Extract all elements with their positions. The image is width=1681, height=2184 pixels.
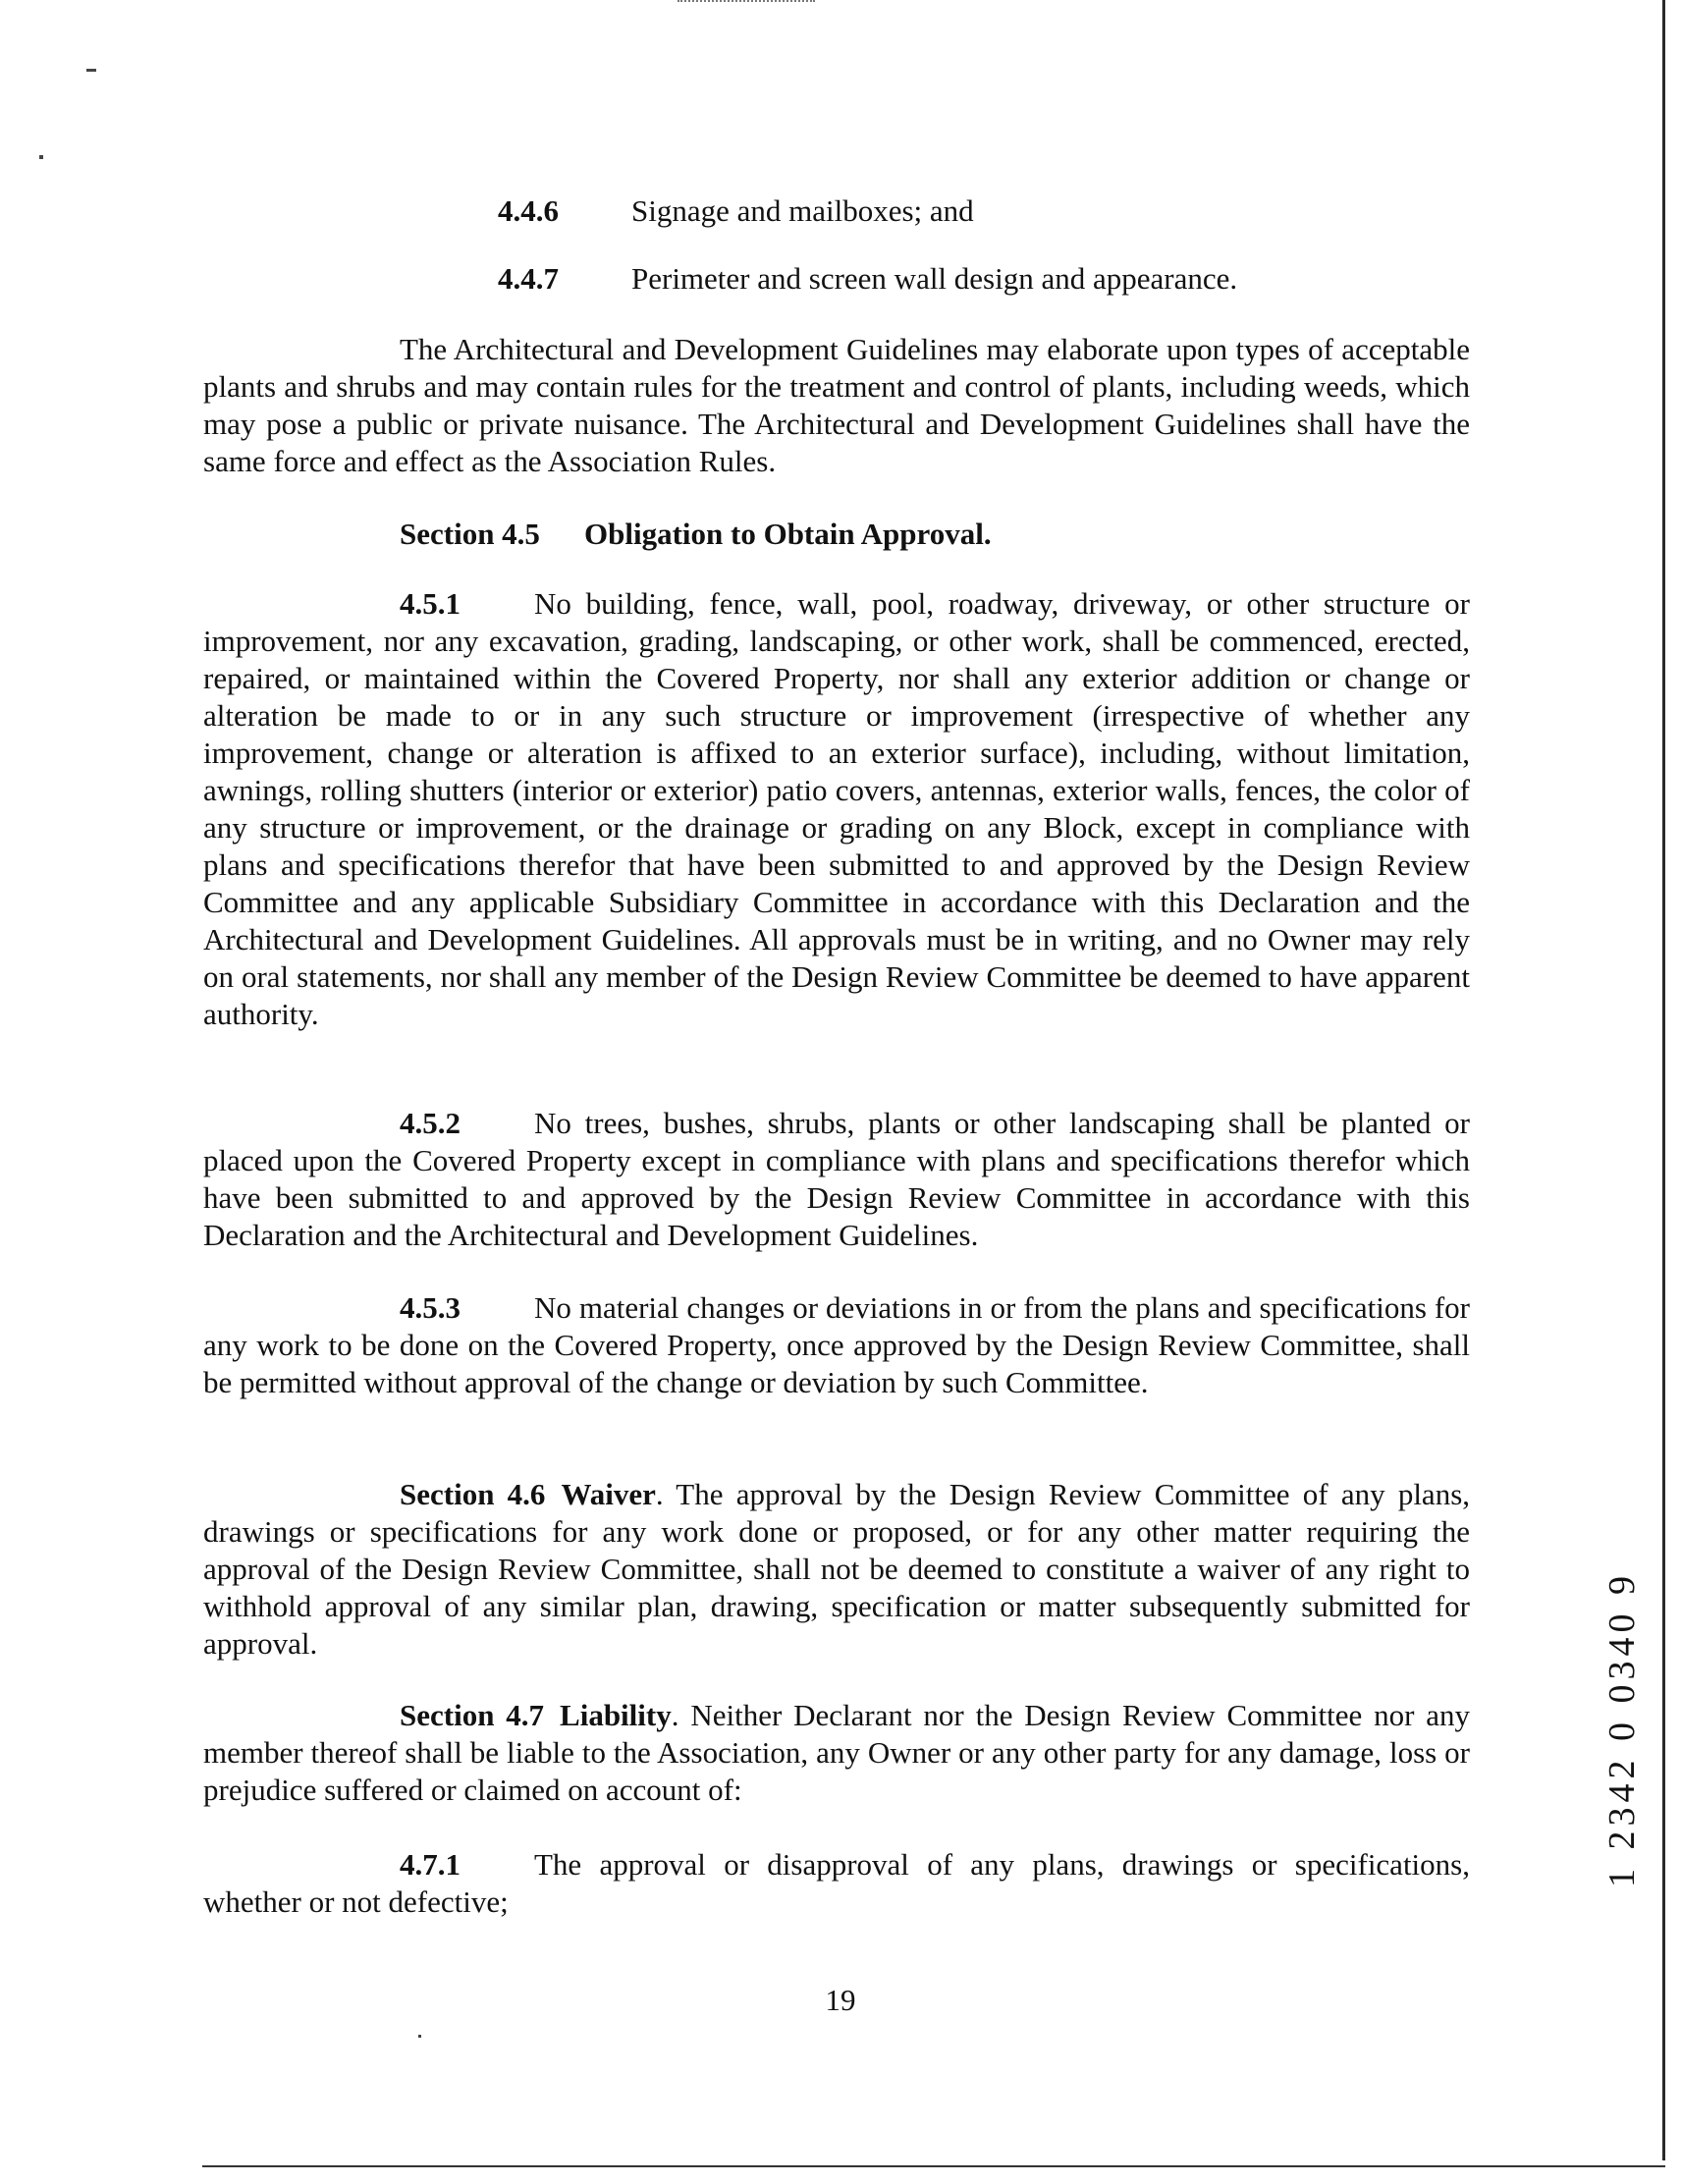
guidelines-text: The Architectural and Development Guidelines may elaborate upon types of acceptable plants and shrubs and may contain rules for the treatment and control of plants, including weeds, which may pose a public or private nuisance. The Architectural and Development Guidelines shall have the same force and effect as the Association Rules. <box>203 332 1470 478</box>
section-title: Waiver <box>561 1477 656 1511</box>
section-4-6 <box>203 1476 1470 1663</box>
margin-document-stamp: 1 2342 0 0340 9 <box>1601 1571 1643 1887</box>
section-title: Liability <box>560 1698 672 1732</box>
section-number: Section 4.5 <box>400 517 540 551</box>
list-item-4-4-6 <box>498 192 974 230</box>
section-number: Section 4.7 <box>400 1698 545 1732</box>
subsection-text: No building, fence, wall, pool, roadway, driveway, or other structure or improvement, nor any excavation, grading, landscaping, or other work, shall be commenced, erected, repaired, or maintained within the Covered Property, nor shall any exterior addition or change or alteration be made to or in any such structure or improvement (irrespective of whether any improvement, change or alteration is affixed to an exterior surface), including, without limitation, awnings, rolling shutters (interior or exterior) patio covers, antennas, exterior walls, fences, the color of any structure or improvement, or the drainage or grading on any Block, except in compliance with plans and specifications therefor that have been submitted to and approved by the Design Review Committee and any applicable Subsidiary Committee in accordance with this Declaration and the Architectural and Development Guidelines. All approvals must be in writing, and no Owner may rely on oral statements, nor shall any member of the Design Review Committee be deemed to have apparent authority. <box>203 586 1470 1031</box>
section-4-5-heading <box>400 516 992 553</box>
section-text: . Neither Declarant nor the Design Review Committee nor any member thereof shall be liable to the Association, any Owner or any other party for any damage, loss or prejudice suffered or claimed on account of: <box>203 1698 1471 1807</box>
subsection-text: The approval or disapproval of any plans, drawings or specifications, whether or not defective; <box>203 1847 1470 1919</box>
subsection-text: No material changes or deviations in or from the plans and specifications for any work to be done on the Covered Property, once approved by the Design Review Committee, shall be permitted without approval of the change or deviation by such Committee. <box>203 1290 1470 1399</box>
subsection-number: 4.5.2 <box>400 1106 461 1140</box>
section-number: Section 4.6 <box>400 1477 546 1511</box>
subsection-4-7-1 <box>203 1846 1470 1921</box>
scan-border-bottom <box>202 2165 1665 2167</box>
item-number: 4.4.6 <box>498 193 559 228</box>
subsection-4-5-1 <box>203 585 1470 1033</box>
subsection-number: 4.7.1 <box>400 1847 461 1882</box>
scan-speck <box>86 69 96 72</box>
scan-border-right <box>1662 0 1665 2160</box>
section-title: Obligation to Obtain Approval. <box>584 517 992 551</box>
scan-artifact-top <box>678 0 815 6</box>
scan-speck <box>39 155 43 159</box>
subsection-number: 4.5.1 <box>400 586 461 621</box>
subsection-4-5-3 <box>203 1289 1470 1401</box>
item-text: Perimeter and screen wall design and appearance. <box>631 261 1238 296</box>
guidelines-paragraph <box>203 331 1470 480</box>
item-text: Signage and mailboxes; and <box>631 193 974 228</box>
subsection-number: 4.5.3 <box>400 1290 461 1325</box>
section-text: . The approval by the Design Review Committee of any plans, drawings or specifications for any work done or proposed, or for any other matter requiring the approval of the Design Review Committee, shall not be deemed to constitute a waiver of any right to withhold approval of any similar plan, drawing, specification or matter subsequently submitted for approval. <box>203 1477 1471 1661</box>
section-4-7 <box>203 1697 1470 1809</box>
item-number: 4.4.7 <box>498 261 559 296</box>
scan-speck <box>418 2035 421 2038</box>
subsection-4-5-2 <box>203 1105 1470 1254</box>
subsection-text: No trees, bushes, shrubs, plants or other landscaping shall be planted or placed upon the Covered Property except in compliance with plans and specifications therefor which have been submitted to and approved by the Design Review Committee in accordance with this Declaration and the Architectural and Development Guidelines. <box>203 1106 1470 1252</box>
list-item-4-4-7 <box>498 260 1237 298</box>
page-number: 19 <box>825 1983 856 2017</box>
